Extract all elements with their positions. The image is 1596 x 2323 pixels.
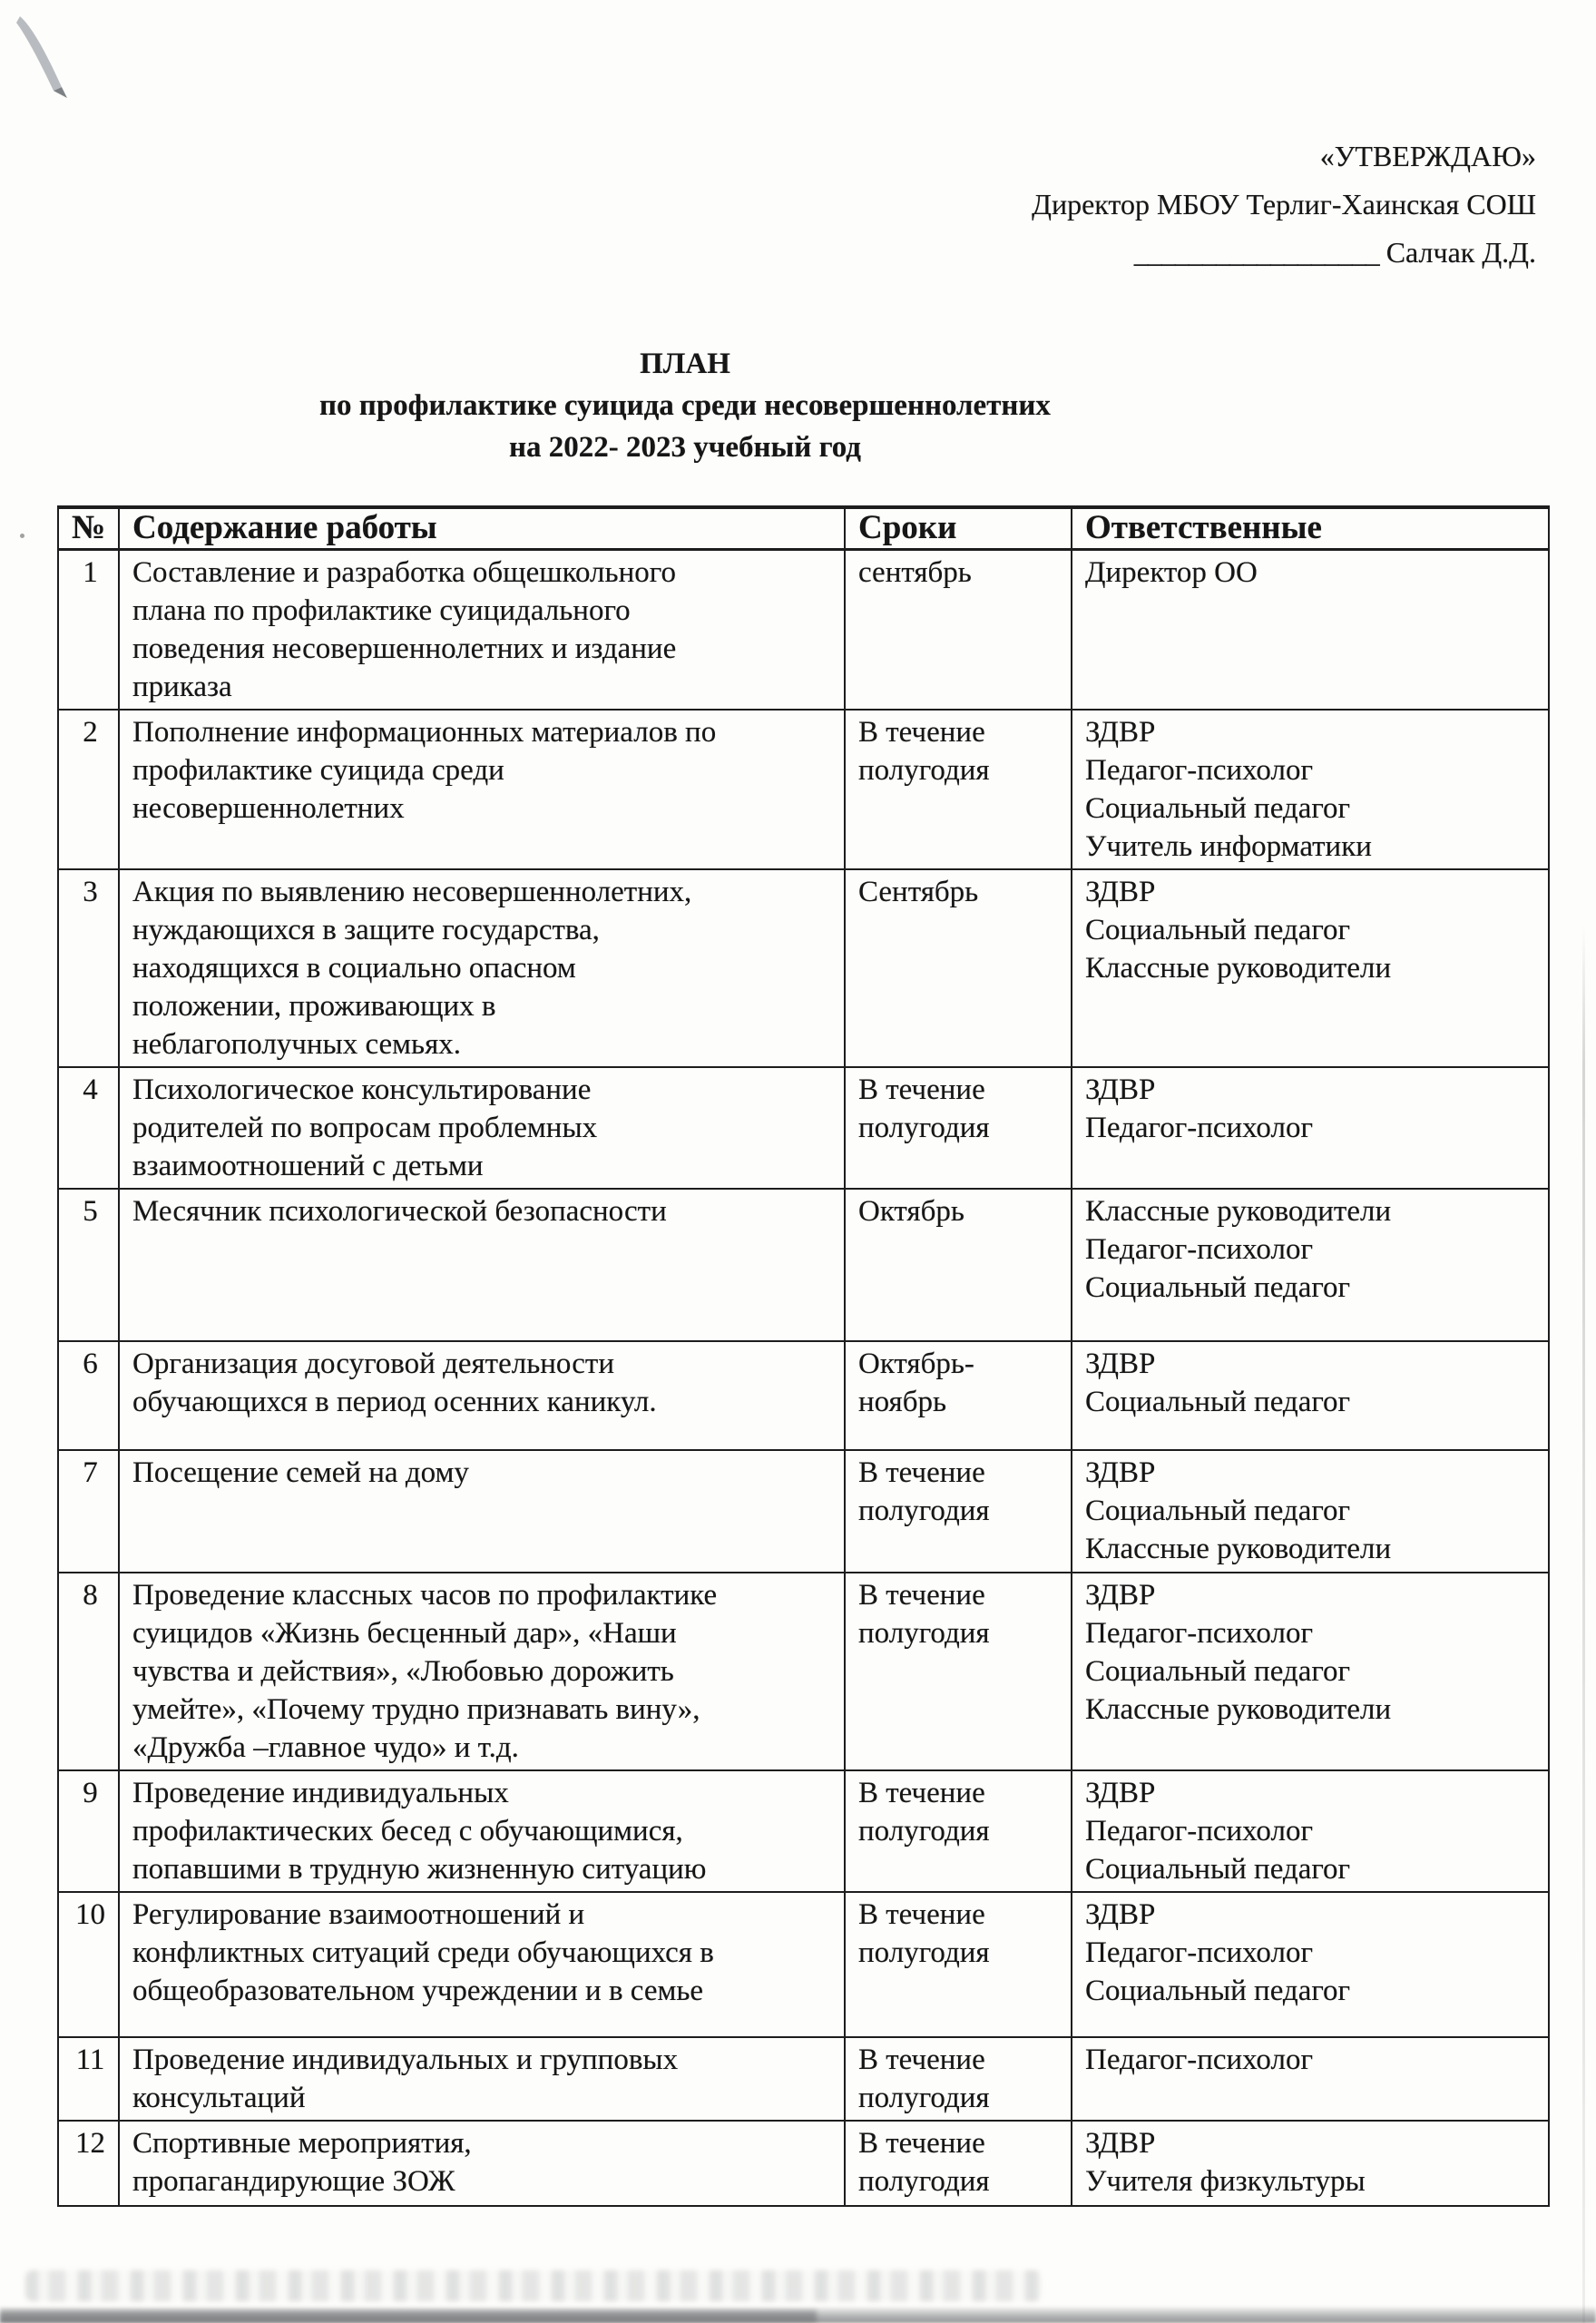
cell-responsible: ЗДВР Педагог-психолог Социальный педагог (1072, 1770, 1549, 1892)
cell-period: В течение полугодия (845, 1770, 1072, 1892)
col-header-content: Содержание работы (119, 507, 845, 549)
cell-period: В течение полугодия (845, 710, 1072, 869)
table-row (58, 1573, 1549, 1770)
approval-director-line: Директор МБОУ Терлиг-Хаинская СОШ (1032, 188, 1536, 221)
cell-period: Октябрь- ноябрь (845, 1341, 1072, 1450)
table-row (58, 710, 1549, 869)
cell-responsible: ЗДВР Педагог-психолог Социальный педагог (1072, 1892, 1549, 2037)
cell-period: В течение полугодия (845, 1573, 1072, 1770)
bottom-scan-band-artifact (0, 2310, 817, 2323)
cell-responsible: ЗДВР Учителя физкультуры (1072, 2121, 1549, 2206)
cell-responsible: ЗДВР Социальный педагог (1072, 1341, 1549, 1450)
signature-line: __________________ (1133, 236, 1379, 269)
cell-row-number: 6 (58, 1341, 119, 1450)
cell-responsible: Классные руководители Педагог-психолог Социальный педагог (1072, 1189, 1549, 1341)
cell-responsible: ЗДВР Педагог-психолог Социальный педагог Классные руководители (1072, 1573, 1549, 1770)
table-row (58, 869, 1549, 1067)
cell-content: Проведение классных часов по профилактике суицидов «Жизнь бесценный дар», «Наши чувства и действия», «Любовью дорожить умейте», «Почему трудно признавать вину», «Дружба –главное чудо» и т.д. (119, 1573, 845, 1770)
cell-row-number: 11 (58, 2037, 119, 2121)
cell-row-number: 1 (58, 549, 119, 710)
cell-content: Организация досуговой деятельности обучающихся в период осенних каникул. (119, 1341, 845, 1450)
cell-row-number: 8 (58, 1573, 119, 1770)
cell-row-number: 9 (58, 1770, 119, 1892)
cell-row-number: 7 (58, 1450, 119, 1573)
cell-responsible: ЗДВР Педагог-психолог Социальный педагог Учитель информатики (1072, 710, 1549, 869)
table-row (58, 549, 1549, 710)
approval-signature-row (1032, 229, 1536, 277)
table-row (58, 1770, 1549, 1892)
doc-title-line-2: по профилактике суицида среди несовершеннолетних (319, 389, 1051, 422)
cell-content: Составление и разработка общешкольного плана по профилактике суицидального поведения несовершеннолетних и издание приказа (119, 549, 845, 710)
cell-responsible: Педагог-психолог (1072, 2037, 1549, 2121)
bottom-smudge-artifact (25, 2270, 1042, 2301)
cell-period: В течение полугодия (845, 2121, 1072, 2206)
cell-period: В течение полугодия (845, 1067, 1072, 1189)
ink-dot-artifact (20, 534, 24, 538)
cell-period: В течение полугодия (845, 1892, 1072, 2037)
cell-content: Психологическое консультирование родителей по вопросам проблемных взаимоотношений с детьми (119, 1067, 845, 1189)
table-row (58, 2121, 1549, 2206)
cell-content: Проведение индивидуальных и групповых консультаций (119, 2037, 845, 2121)
cell-responsible: ЗДВР Социальный педагог Классные руководители (1072, 869, 1549, 1067)
approval-stamp-label: «УТВЕРЖДАЮ» (1319, 140, 1536, 172)
table-row (58, 2037, 1549, 2121)
table-row (58, 1450, 1549, 1573)
plan-table (57, 505, 1550, 2207)
signer-name: Салчак Д.Д. (1378, 236, 1536, 269)
cell-content: Регулирование взаимоотношений и конфликтных ситуаций среди обучающихся в общеобразовательном учреждении и в семье (119, 1892, 845, 2037)
cell-row-number: 4 (58, 1067, 119, 1189)
table-row (58, 1189, 1549, 1341)
scan-edge-artifact (1582, 926, 1585, 2323)
cell-period: В течение полугодия (845, 2037, 1072, 2121)
doc-title-line-3: на 2022- 2023 учебный год (509, 431, 861, 464)
cell-row-number: 12 (58, 2121, 119, 2206)
cell-row-number: 2 (58, 710, 119, 869)
cell-period: Октябрь (845, 1189, 1072, 1341)
cell-content: Проведение индивидуальных профилактических бесед с обучающимися, попавшими в трудную жизненную ситуацию (119, 1770, 845, 1892)
table-row (58, 1892, 1549, 2037)
col-header-responsible: Ответственные (1072, 507, 1549, 549)
cell-content: Посещение семей на дому (119, 1450, 845, 1573)
cell-row-number: 5 (58, 1189, 119, 1341)
cell-content: Месячник психологической безопасности (119, 1189, 845, 1341)
col-header-number: № (58, 507, 119, 549)
col-header-period: Сроки (845, 507, 1072, 549)
doc-title (54, 343, 1316, 468)
cell-row-number: 3 (58, 869, 119, 1067)
cell-period: В течение полугодия (845, 1450, 1072, 1573)
doc-title-line-1: ПЛАН (640, 348, 730, 380)
approval-block (1032, 132, 1536, 277)
cell-content: Спортивные мероприятия, пропагандирующие ЗОЖ (119, 2121, 845, 2206)
cell-period: сентябрь (845, 549, 1072, 710)
table-row (58, 1067, 1549, 1189)
cell-period: Сентябрь (845, 869, 1072, 1067)
cell-responsible: Директор ОО (1072, 549, 1549, 710)
cell-content: Акция по выявлению несовершеннолетних, нуждающихся в защите государства, находящихся в социально опасном положении, проживающих в неблагополучных семьях. (119, 869, 845, 1067)
table-header-row (58, 507, 1549, 549)
cell-content: Пополнение информационных материалов по профилактике суицида среди несовершеннолетних (119, 710, 845, 869)
cell-responsible: ЗДВР Педагог-психолог (1072, 1067, 1549, 1189)
pen-mark-artifact (15, 15, 78, 101)
cell-row-number: 10 (58, 1892, 119, 2037)
table-row (58, 1341, 1549, 1450)
cell-responsible: ЗДВР Социальный педагог Классные руководители (1072, 1450, 1549, 1573)
